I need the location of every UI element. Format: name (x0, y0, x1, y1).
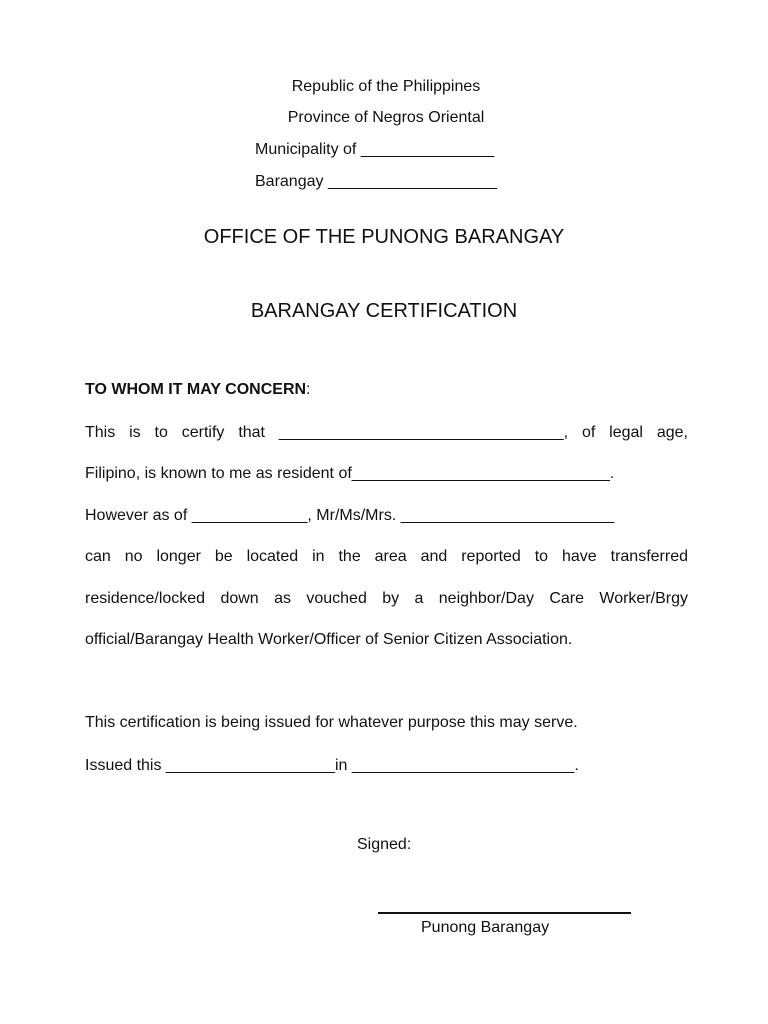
body-line-6: official/Barangay Health Worker/Officer of Senior Citizen Association. (85, 631, 573, 648)
body-line-2: Filipino, is known to me as resident of_____________________________. (85, 465, 615, 482)
header-municipality: Municipality of _______________ (255, 141, 495, 158)
header-province: Province of Negros Oriental (287, 109, 485, 126)
body-line-3: However as of _____________, Mr/Ms/Mrs. ________________________ (85, 507, 615, 524)
signatory-title: Punong Barangay (421, 919, 550, 936)
office-title: OFFICE OF THE PUNONG BARANGAY (203, 226, 565, 248)
body-line-1: This is to certify that ________________________________, of legal age, (85, 424, 688, 441)
header-republic: Republic of the Philippines (291, 78, 481, 95)
issued-line: Issued this ___________________in _________________________. (85, 757, 579, 774)
document-title: BARANGAY CERTIFICATION (250, 300, 518, 322)
body-line-4: can no longer be located in the area and reported to have transferred (85, 548, 688, 565)
purpose-statement: This certification is being issued for whatever purpose this may serve. (85, 714, 578, 731)
salutation-text: TO WHOM IT MAY CONCERN (85, 381, 307, 398)
salutation-colon: : (306, 381, 311, 398)
signature-line (378, 912, 631, 914)
salutation (85, 380, 311, 400)
signed-label: Signed: (357, 836, 412, 853)
header-barangay: Barangay ___________________ (255, 173, 498, 190)
body-line-5: residence/locked down as vouched by a neighbor/Day Care Worker/Brgy (85, 590, 688, 607)
